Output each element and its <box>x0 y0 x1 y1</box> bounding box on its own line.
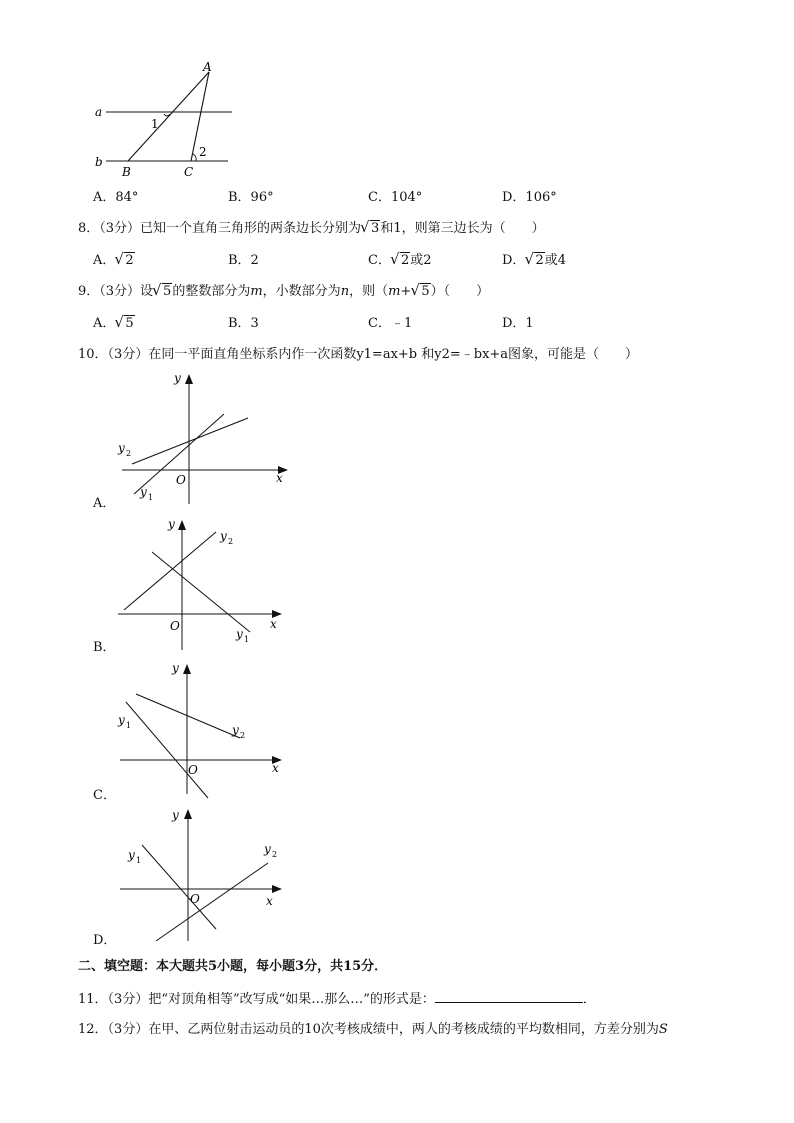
svg-text:y: y <box>174 371 181 385</box>
svg-text:y: y <box>220 529 227 543</box>
svg-text:x: x <box>270 617 277 631</box>
label-a: a <box>95 105 103 119</box>
svg-text:y: y <box>118 713 125 727</box>
q10-option-c[interactable]: C． <box>93 788 116 803</box>
svg-text:O: O <box>190 892 200 906</box>
section-heading: 二、填空题：本大题共5小题，每小题3分，共15分． <box>78 959 388 974</box>
q10-option-b[interactable]: B． <box>93 640 116 655</box>
svg-text:y: y <box>264 842 271 856</box>
svg-text:1: 1 <box>126 721 132 730</box>
q7-option-c[interactable]: C．104° <box>368 190 423 205</box>
svg-text:x: x <box>276 471 283 485</box>
q10-graph-c <box>112 658 297 800</box>
q9-option-d[interactable]: D．1 <box>502 316 534 331</box>
q10-graph-b <box>112 514 297 656</box>
q10-stem: 10．（3分）在同一平面直角坐标系内作一次函数y1=ax+b 和y2=﹣bx+a图象，可能是（ ） <box>78 347 639 362</box>
svg-text:1: 1 <box>136 856 142 865</box>
svg-text:x: x <box>272 761 279 775</box>
svg-text:2: 2 <box>228 537 234 546</box>
label-b: b <box>95 155 103 169</box>
label-A: A <box>203 60 212 74</box>
svg-text:O: O <box>170 619 180 633</box>
svg-text:y: y <box>128 848 135 862</box>
q9-stem: 9．（3分）设√ 5的整数部分为m，小数部分为n，则（m+√ 5）（ ） <box>78 284 489 300</box>
svg-text:2: 2 <box>272 850 278 859</box>
svg-text:y: y <box>140 485 147 499</box>
svg-text:y: y <box>168 517 175 531</box>
svg-text:y: y <box>118 441 125 455</box>
svg-text:2: 2 <box>240 731 246 740</box>
label-B: B <box>122 165 131 179</box>
svg-text:1: 1 <box>244 635 250 644</box>
label-angle2: 2 <box>199 145 207 159</box>
q8-option-b[interactable]: B．2 <box>228 253 259 268</box>
svg-text:O: O <box>188 763 198 777</box>
q10-option-d[interactable]: D． <box>93 933 117 948</box>
svg-text:O: O <box>176 473 186 487</box>
q7-figure <box>92 58 252 180</box>
q8-option-a[interactable]: A．√ 2 <box>93 253 135 269</box>
q7-option-b[interactable]: B．96° <box>228 190 274 205</box>
svg-text:2: 2 <box>126 449 132 458</box>
svg-text:y: y <box>172 661 179 675</box>
q8-option-c[interactable]: C．√ 2或2 <box>368 253 432 269</box>
svg-text:y: y <box>232 723 239 737</box>
q11-answer-blank[interactable] <box>435 990 583 1003</box>
sqrt-symbol: √ 3 <box>361 221 380 237</box>
q12-stem: 12．（3分）在甲、乙两位射击运动员的10次考核成绩中，两人的考核成绩的平均数相同，方差分别为S <box>78 1022 668 1037</box>
segment-ab <box>128 72 209 161</box>
angle2-mark <box>193 154 196 161</box>
svg-text:y: y <box>236 627 243 641</box>
q10-graph-a <box>112 368 297 510</box>
q7-option-d[interactable]: D．106° <box>502 190 557 205</box>
q9-option-a[interactable]: A．√ 5 <box>93 316 135 332</box>
label-C: C <box>184 165 194 179</box>
q10-option-a[interactable]: A． <box>93 496 116 511</box>
q9-option-c[interactable]: C．﹣1 <box>368 316 413 331</box>
q10-graph-d <box>112 805 297 945</box>
q8-option-d[interactable]: D．√ 2或4 <box>502 253 566 269</box>
q8-stem: 8．（3分）已知一个直角三角形的两条边长分别为√ 3和1，则第三边长为（ ） <box>78 221 545 237</box>
q9-option-b[interactable]: B．3 <box>228 316 259 331</box>
svg-text:1: 1 <box>148 493 154 502</box>
svg-text:x: x <box>266 894 273 908</box>
q7-option-a[interactable]: A．84° <box>93 190 139 205</box>
q11-stem: 11．（3分）把“对顶角相等”改写成“如果…那么…”的形式是： ． <box>78 992 596 1007</box>
svg-text:y: y <box>172 808 179 822</box>
label-angle1: 1 <box>151 117 159 131</box>
